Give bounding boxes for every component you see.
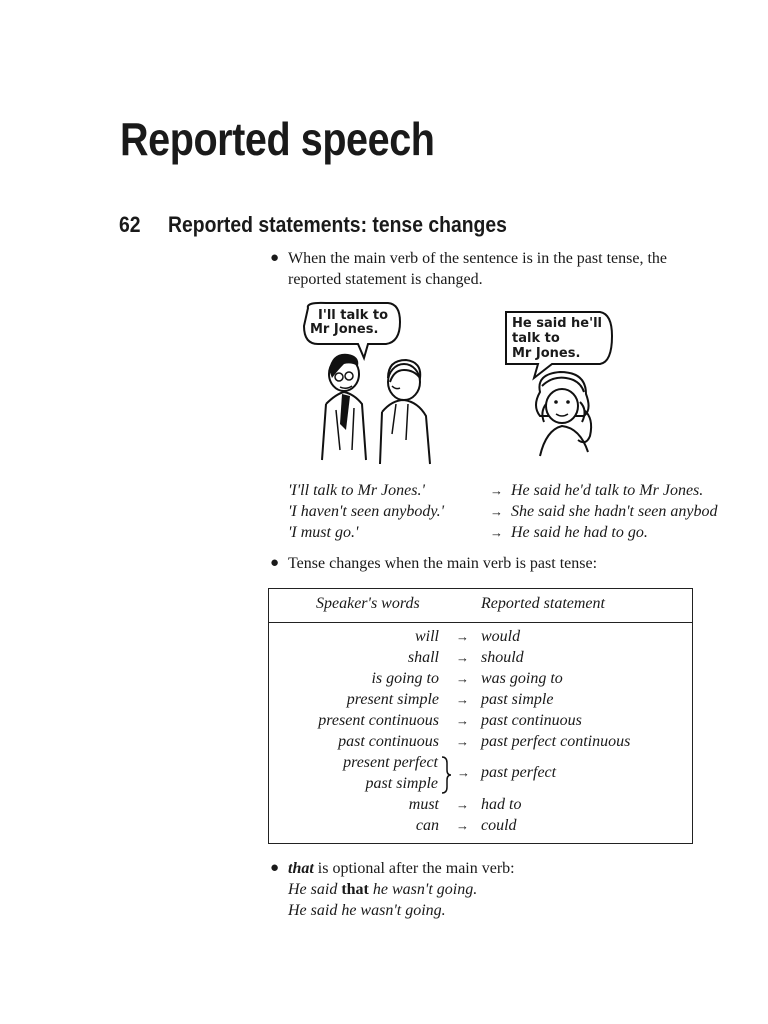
- example-arrow: →: [490, 483, 503, 498]
- that-example-post: he wasn't going.: [368, 881, 478, 898]
- example-reported: He said he had to go.: [511, 524, 648, 541]
- table-row-left: present perfect: [343, 754, 438, 771]
- bold-that: that: [288, 860, 314, 877]
- merge-brace: [440, 756, 452, 794]
- table-row-right: was going to: [481, 670, 563, 687]
- bullet-text-1b: reported statement is changed.: [288, 271, 483, 288]
- bullet-text-1a: When the main verb of the sentence is in the past tense, the: [288, 250, 667, 267]
- bullet-text-2: Tense changes when the main verb is past tense:: [288, 555, 598, 572]
- table-row-arrow: →: [456, 713, 469, 728]
- example-arrow: →: [490, 525, 503, 540]
- table-row-right: had to: [481, 796, 522, 813]
- example-reported: She said she hadn't seen anybod: [511, 503, 718, 520]
- table-row-right: past perfect: [481, 764, 557, 781]
- table-header-right: Reported statement: [481, 595, 605, 612]
- table-row-arrow: →: [457, 765, 470, 780]
- table-row-left: past simple: [365, 775, 438, 792]
- example-reported: He said he'd talk to Mr Jones.: [511, 482, 704, 499]
- right-bubble-line-3: Mr Jones.: [512, 346, 581, 361]
- bullet-dot: ●: [270, 555, 280, 571]
- that-example-2: He said he wasn't going.: [288, 902, 446, 919]
- table-row-left: will: [414, 628, 439, 645]
- table-row-right: past perfect continuous: [481, 733, 631, 750]
- example-direct: 'I'll talk to Mr Jones.': [288, 482, 425, 499]
- bullet-text-3: [288, 858, 515, 879]
- left-bubble-line-1: I'll talk to: [318, 308, 389, 323]
- table-row-left: shall: [407, 649, 439, 666]
- example-direct: 'I must go.': [288, 524, 359, 541]
- chapter-title: Reported speech: [120, 113, 435, 165]
- table-row-arrow: →: [456, 692, 469, 707]
- table-row-arrow: →: [456, 734, 469, 749]
- that-example-pre: He said: [288, 881, 342, 898]
- right-bubble-line-1: He said he'll: [512, 316, 602, 331]
- table-row-right: past simple: [481, 691, 554, 708]
- example-direct: 'I haven't seen anybody.': [288, 503, 444, 520]
- table-row-left: can: [415, 817, 439, 834]
- bullet-text-3-rest: is optional after the main verb:: [313, 860, 515, 877]
- that-example-1: [288, 879, 477, 900]
- table-header-rule: [268, 622, 693, 623]
- left-bubble-line-2: Mr Jones.: [310, 322, 379, 337]
- table-row-left: past continuous: [338, 733, 439, 750]
- table-row-right: should: [481, 649, 524, 666]
- table-row-left: must: [408, 796, 439, 813]
- table-row-left: present continuous: [318, 712, 439, 729]
- table-row-right: could: [481, 817, 517, 834]
- bullet-dot: ●: [270, 250, 280, 266]
- table-row-arrow: →: [456, 671, 469, 686]
- table-row-arrow: →: [456, 629, 469, 644]
- table-row-right: would: [481, 628, 521, 645]
- example-arrow: →: [490, 504, 503, 519]
- table-row-right: past continuous: [481, 712, 582, 729]
- table-row-arrow: →: [456, 650, 469, 665]
- table-header-left: Speaker's words: [316, 595, 420, 612]
- table-row-left: present simple: [346, 691, 439, 708]
- that-example-bold: that: [341, 881, 369, 898]
- section-title: Reported statements: tense changes: [168, 212, 507, 237]
- table-row-left: is going to: [371, 670, 439, 687]
- section-number: 62: [119, 212, 141, 237]
- bullet-dot: ●: [270, 860, 280, 876]
- table-row-arrow: →: [456, 797, 469, 812]
- right-bubble-line-2: talk to: [512, 331, 560, 346]
- table-row-arrow: →: [456, 818, 469, 833]
